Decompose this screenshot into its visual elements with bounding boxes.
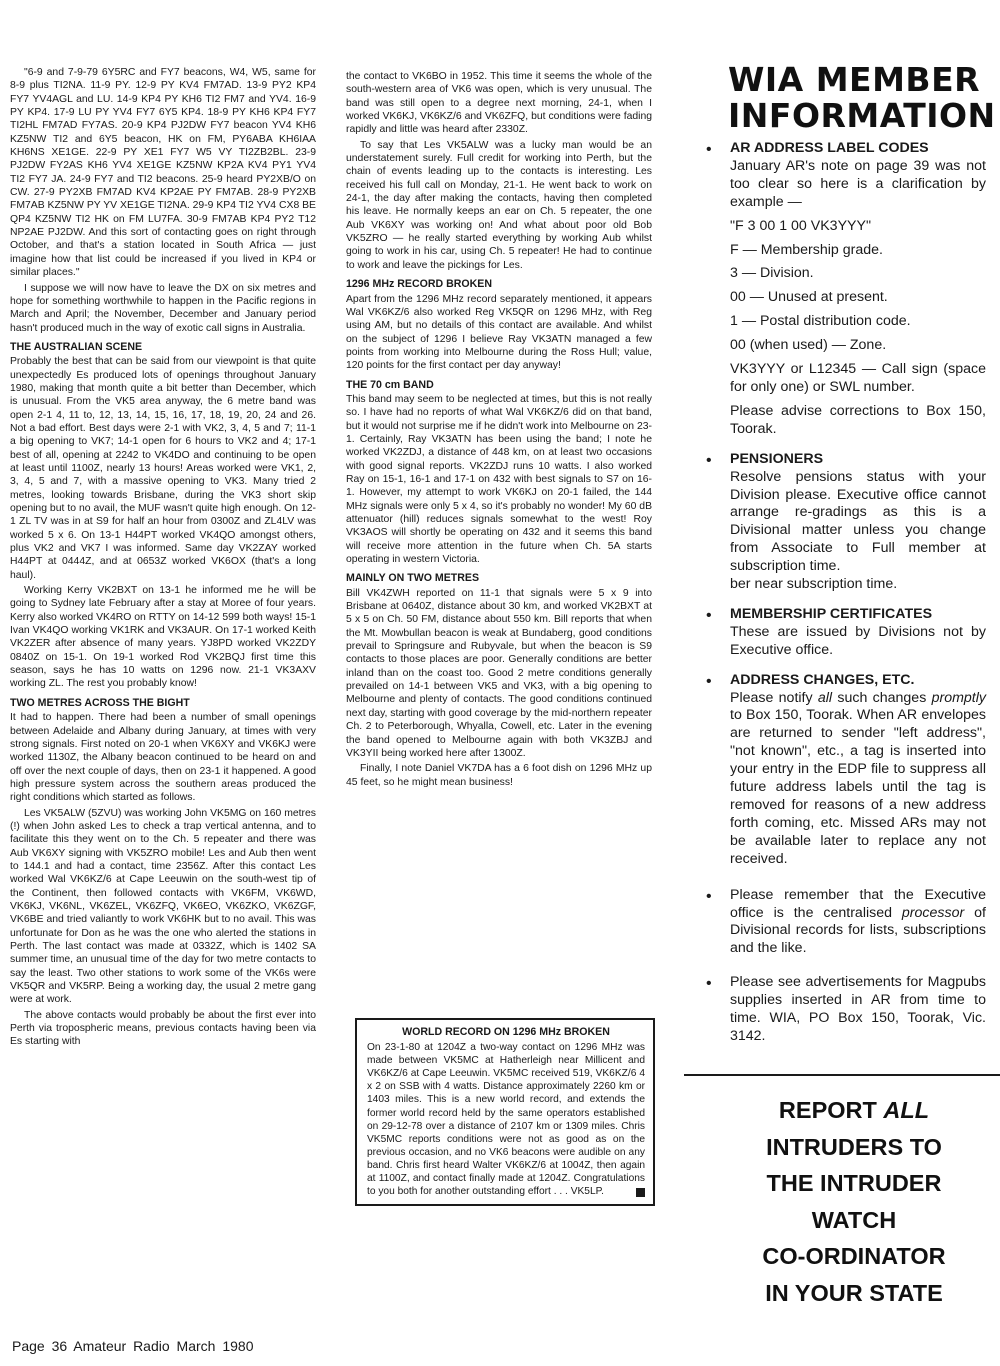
- section-magpubs: • Please see advertisements for Magpubs supplies inserted in AR from time to time. WIA, PO Box 150, Toorak, Vic. 3142.: [706, 974, 986, 1044]
- world-record-heading: WORLD RECORD ON 1296 MHz BROKEN: [402, 1026, 610, 1038]
- page-footer: Page 36 Amateur Radio March 1980: [12, 1338, 254, 1354]
- section-address-changes: • ADDRESS CHANGES, ETC. Please notify all such changes promptly to Box 150, Toorak. When AR envelopes are returned to sender "left address", "not known", etc., a tag is inserted into your entry in the EDP file to suppress all future address labels until the tag is removed for reasons of a new address forth coming, etc. Missed ARs may not be available later to replace any not received.: [706, 671, 986, 867]
- paragraph-lucky-man: To say that Les VK5ALW was a lucky man would be an understatement surely. Full credit for working into Perth, but the chain of events leading up to the contacts is interesting. Les received his full call on Monday, 21-1. He went back to work on 24-1, the day after making the contacts, having then completed his leave. He normally keeps an ear on Ch. 5 repeater, the one Aub VK6XY was working on! And what about poor old Bob VK5ZRO — he really started everything by working Aub whilst going to work in his car, using Ch. 5 repeater! He had to continue to work and leave the pickings for Les.: [346, 139, 652, 271]
- paragraph-vk6bo: the contact to VK6BO in 1952. This time it seems the whole of the south-western area of VK6 was open, which is very unusual. The band was still open to a degree next morning, 24-1, when I worked VK6KJ, VK6KZ/6 and VK6ZFQ, but conditions were fading rapidly and little was heard after 2330Z.: [346, 71, 652, 136]
- section-executive-office: • Please remember that the Executive office is the centralised processor of Divisional records for lists, subscriptions and the like.: [706, 886, 986, 957]
- paragraph-first-contacts: The above contacts would probably be about the first ever into Perth via tropospheric means, previous contacts having been via Es starting with: [10, 1009, 316, 1048]
- bullet-icon: •: [706, 606, 712, 624]
- bullet-icon: •: [706, 887, 712, 905]
- report-intruders-notice: REPORT ALL INTRUDERS TO THE INTRUDER WATCH CO-ORDINATOR IN YOUR STATE: [762, 1097, 946, 1306]
- paragraph-70cm: This band may seem to be neglected at times, but this is not really so. I have had no reports of what Wal VK6KZ/6 did on that band, but it would not surprise me if he didn't work into Melbourne on 23-1. Certainly, Ray VK3ATN has been using the band; I note he worked VK2ZDJ, a distance of 448 km, on at least two occasions with good signal reports. VK2ZDJ runs 10 watts. I also worked Ray on 15-1, 16-1 and 17-1 on 432 with best signals to S7 on 16-1. However, my attempt to work VK6KJ on 20-1 failed, the 144 MHz signals were only 5 x 4, so it's probably no wonder! My 60 dB attenuator (hill) reduces signals somewhat to the west! Roy VK3AOS will shortly be operating on 432 and it seems this band will receive more attention in the future when Ch. 5A starts operating in western Victoria.: [346, 393, 652, 566]
- bullet-icon: •: [706, 672, 712, 690]
- bullet-icon: •: [706, 975, 712, 993]
- section-membership-certificates: • MEMBERSHIP CERTIFICATES These are issued by Divisions not by Executive office.: [706, 605, 986, 658]
- end-mark-icon: [636, 1188, 645, 1197]
- paragraph-kerry: Working Kerry VK2BXT on 13-1 he informed me he will be going to Sydney late February after a stay at Moree of four years. Kerry also worked VK4RO on RTTY on 14-12 599 both ways! 15-1 Ivan VK4QO working VK1RK and VK3AUR. On 17-1 worked Keith VK2ZER after absence of many years. YJ8PD worked VK2ZDY 0840Z on 15-1. On 19-1 worked Rod VK2BQJ first time this season, says he has 10 watts on 1296 now. 21-1 VK3AXV working ZL. The rest you probably know!: [10, 585, 316, 690]
- paragraph-dx-log: "6-9 and 7-9-79 6Y5RC and FY7 beacons, W4, W5, same for 8-9 plus TI2NA. 11-9 PY. 12-9 PY KV4 FM7AD. 13-9 PY2 KP4 FY7 YV4AGL and LU. 14-9 KP4 PY KH6 TI2 FM7 and YV4. 16-9 PY KP4. 17-9 LU PY YV4 FY7 6Y5 KP4. 18-9 PY KH6 KP4 FY7 TI2HL FM7AD FY7AS. 20-9 KP4 PJ2DW FY7 beacon YV4 KH6 KZ5NW TI2 and 6Y5 beacon, HK on FM, PY6ABA KH6IAA KH6NS XE1GE. 22-9 PY XE1 FY7 W5 VY TI2ZB2BL. 23-9 PJ2DW FY2AS KH6 YV4 XE1GE KZ5NW KP2A KV4 PY1 YV4 TI2 FY7 JA. 24-9 FY7 and TI2 beacons. 25-9 heard PY2XB/O on CW. 27-9 PY2XB FM7AD KV4 KP2AE PY FM7AB. 28-9 PY2XB FM7AB KZ5NW PY YV XE1GE TI2NA. 29-9 KP4 TI2 YV4 CX8 BE QP4 KZ5NW TI2 HK on FM LU7FA. 30-9 FM7AB KP4 PY2 T12 NP2AE PJ2DW. And this sort of contacting goes on right through October, and that's a station located in South Africa — just imagine how that list could be increased if you lived in KP4 or similar places.": [10, 67, 316, 279]
- world-record-box: [355, 1018, 655, 1206]
- section-pensioners: • PENSIONERS Resolve pensions status with your Division please. Executive office cannot arrange re-gradings as this is a Divisional matter unless you change from Associate to Full member at subscription time. ber near subscription time.: [706, 450, 986, 593]
- heading-1296-record: 1296 MHz RECORD BROKEN: [346, 278, 492, 291]
- wia-title: WIA MEMBER INFORMATION: [728, 60, 996, 135]
- heading-address-changes: ADDRESS CHANGES, ETC.: [730, 671, 915, 688]
- paragraph-les-vk5alw: Les VK5ALW (5ZVU) was working John VK5MG on 160 metres (!) when John asked Les to check a trap vertical antenna, and to facilitate this they went on to the Ch. 5 repeater and there was Aub VK6XY signing with VK5ZRO mobile! Les and Aub then went to 144.1 and had a contact, time 2356Z. After this contact Les worked Wal VK6KZ/6 at Cape Leeuwin on the south-west tip of the Continent, then followed contacts with VK6FM, VK6WD, VK6KJ, VK6NL, VK6ZEL, VK6ZFQ, VK6EO, VK6ZKO, VK6ZGF, VK6BE and tried valiantly to work VK6HK but to no avail. This was unfortunate for Don as he was the one who alerted the stations in Perth. The last contact was made at 0332Z, which is 1402 SA summer time, an unusual time of the day for two metre contacts to say the least. Two other stations to work some of the VK6s were VK5QR and VK5RP. Being a working day, the usual 2 metre gang were at work.: [10, 807, 316, 1006]
- section-address-label-codes: • AR ADDRESS LABEL CODES January AR's note on page 39 was not too clear so here is a clarification by example — "F 3 00 1 00 VK3YYY" F — Membership grade. 3 — Division. 00 — Unused at present. 1 — Postal distribution code. 00 (when used) — Zone. VK3YYY or L12345 — Call sign (space for only one) or SWL number. Please advise corrections to Box 150, Toorak.: [706, 140, 986, 437]
- bullet-icon: •: [706, 141, 712, 158]
- paragraph-two-metres: Bill VK4ZWH reported on 11-1 that signals were 5 x 9 into Brisbane at 0640Z, distance about 30 km, and worked VK2BXT at 5 x 5 on Ch. 50 FM, distance about 550 km. Bill reports that when the Mt. Mowbullan beacon is weak at Bundaberg, good conditions prevail to Springsure and Rubyvale, but when the beacon is S9 contacts to those places are poor. Generally conditions are better inland than on the coast too. Good 2 metre conditions generally prevailed on 14-1 between VK5 and VK3, with a big opening to Melbourne and plenty of contacts. The good conditions continued next day, starting with good coverage by the mid-northern repeater Ch. 2 to Peterborough, Whyalla, Cowell, etc. Later in the evening the band opened to Melbourne again with both VK3ZBJ and VK3YII being worked here after 1300Z.: [346, 587, 652, 759]
- heading-australian-scene: THE AUSTRALIAN SCENE: [10, 340, 143, 353]
- paragraph-1296: Apart from the 1296 MHz record separately mentioned, it appears Wal VK6KZ/6 also worked Reg VK5QR on 1296 MHz, with Reg using AM, but no details of this contact are available. And whilst on the subject of 1296 I believe Ray VK3ATN managed a few points from working into Melbourne during the Ross Hull; value, 120 points for the first contact per day anyway!: [346, 293, 652, 372]
- heading-pensioners: PENSIONERS: [730, 450, 824, 467]
- column-left: [10, 66, 316, 1051]
- heading-address-label-codes: AR ADDRESS LABEL CODES: [730, 140, 929, 156]
- heading-mainly-two-metres: MAINLY ON TWO METRES: [346, 572, 480, 585]
- world-record-body: On 23-1-80 at 1204Z a two-way contact on 1296 MHz was made between VK5MC at Hatherleigh near Millicent and VK6KZ/6 at Cape Leeuwin. VK5MC received 519, VK6KZ/6 4 x 2 on SSB with 4 watts. Distance approximately 2260 km or 1403 miles. This is a new world record, and extends the former world record held by the same operators established on 29-12-78 over a distance of 2107 km or 1309 miles. Chris VK5MC reports conditions were not as good as on the previous occasion, and no VK6 beacons were audible on any band. Chris first heard Walter VK6KZ/6 at 1004Z, then again at 1100Z, and contact finally made at 1204Z. Congratulations to you both for another outstanding effort . . . VK5LP.: [367, 1042, 645, 1198]
- heading-two-metres-bight: TWO METRES ACROSS THE BIGHT: [10, 696, 190, 709]
- paragraph-australian-scene: Probably the best that can be said from our viewpoint is that quite unexpectedly Es produced lots of openings throughout January 1980, making that month quite a bit better than December, which is unusual. From the VK5 area anyway, the 6 metre band was open 2-1 4, 11 to, 12, 13, 14, 15, 16, 17, 18, 19, 20, 24 and 26. Not a bad effort. Best days were 2-1 with VK2, 3, 4, 5 and 7; 11-1 a big opening to VK7; 14-1 open for 6 hours to VK2 and 4; 17-1 best of all, opening at 2242 to VK4DO and continuing to be open at least until 1100Z, nearly 13 hours! Areas worked were VK1, 2, 3, 4, 5 and 7, with a massive opening to VK3. Many tried 2 metres, looking towards Brisbane, during the VK3 short skip opening but to no avail, the MUF wasn't quite high enough. On 12-1 ZL TV was in at S9 for half an hour from 0300Z and ZL4LV was worked 5 x 6. On 13-1 H44PT worked VK4QO amongst others, plus VK2 and VK7 I was informed. Same day VK2ZAY worked H44PT at 0444Z, and at 0653Z worked VK6OX (that's a long haul).: [10, 356, 316, 581]
- paragraph-six-metres: I suppose we will now have to leave the DX on six metres and hope for something worthwhile to happen in the Pacific regions in March and April; the November, December and January period hasn't produced much in the way of exotic call signs in Australia.: [10, 282, 316, 334]
- heading-membership-certificates: MEMBERSHIP CERTIFICATES: [730, 605, 933, 622]
- column-middle: [346, 70, 652, 791]
- bullet-icon: •: [706, 451, 712, 469]
- heading-70cm: THE 70 cm BAND: [346, 378, 434, 391]
- divider-rule: [684, 1074, 1000, 1076]
- paragraph-bight-intro: It had to happen. There had been a number of small openings between Adelaide and Albany during January, at times with very strong signals. First noted on 20-1 when VK6XY and VK6KJ were worked 1130Z, the Albany beacon continued to be heard on and off over the next couple of days, then on 23-1 it happened. A good high pressure system across the southern areas produced the right conditions which started as follows.: [10, 712, 316, 804]
- column-right: [704, 60, 996, 1058]
- paragraph-finally: Finally, I note Daniel VK7DA has a 6 foot dish on 1296 MHz up 45 feet, so he might mean business!: [346, 763, 652, 788]
